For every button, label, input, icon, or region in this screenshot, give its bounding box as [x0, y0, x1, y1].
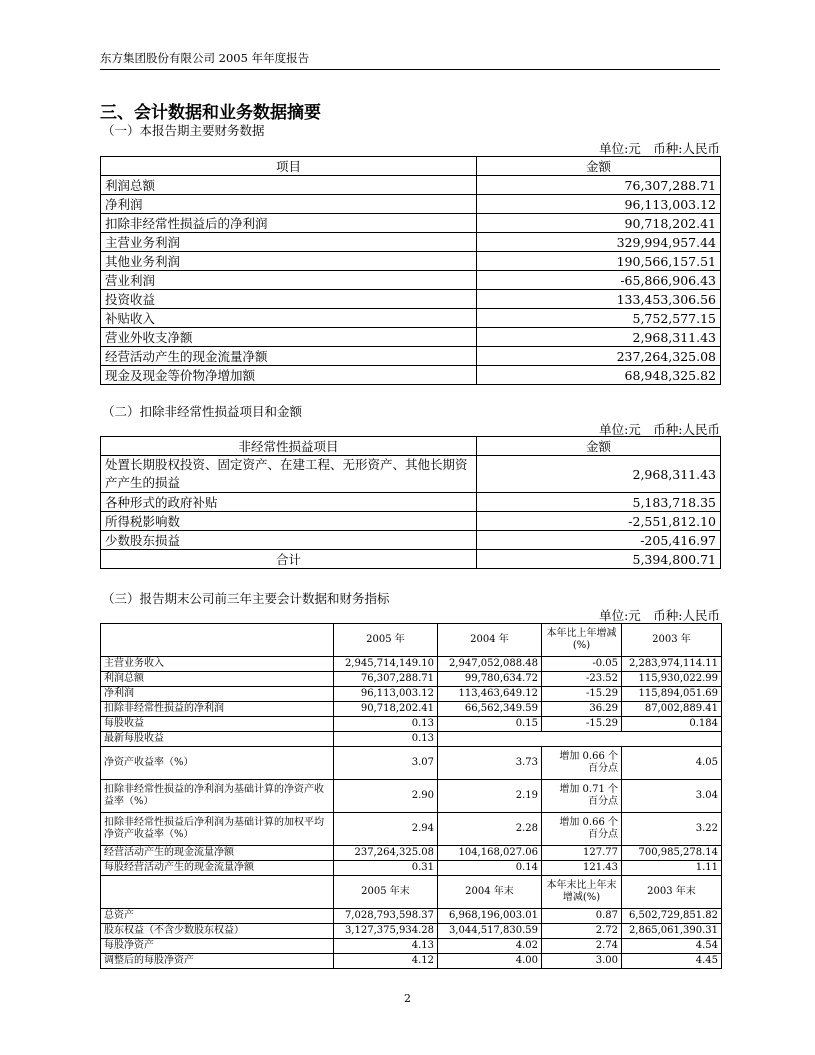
main-financial-table	[100, 156, 721, 385]
table-row	[101, 176, 721, 195]
table-row	[101, 732, 722, 747]
s2-unit: 单位:元 币种:人民币	[599, 422, 720, 437]
row-value: 76,307,288.71	[477, 176, 721, 195]
nonrecurring-table	[100, 436, 721, 569]
table-row	[101, 717, 722, 732]
column-header: 非经常性损益项目	[101, 437, 477, 456]
row-value: 4.45	[622, 954, 722, 969]
row-value: 329,994,957.44	[477, 233, 721, 252]
row-value: -15.29	[542, 687, 622, 702]
row-value: 2.19	[438, 780, 542, 813]
row-value: 增加 0.66 个百分点	[542, 813, 622, 846]
row-label: 经营活动产生的现金流量净额	[101, 846, 334, 861]
row-value: 2,283,974,114.11	[622, 657, 722, 672]
s3-unit: 单位:元 币种:人民币	[599, 608, 720, 623]
row-value: 0.13	[334, 732, 438, 747]
table-row	[101, 309, 721, 328]
column-header: 2003 年	[622, 624, 722, 657]
row-label: 投资收益	[101, 290, 477, 309]
table-row	[101, 456, 721, 493]
row-value: 113,463,649.12	[438, 687, 542, 702]
row-value: 2.90	[334, 780, 438, 813]
table-row	[101, 672, 722, 687]
row-value: 2.94	[334, 813, 438, 846]
row-value: 237,264,325.08	[477, 347, 721, 366]
row-value: 5,183,718.35	[477, 493, 721, 512]
total-value: 5,394,800.71	[477, 550, 721, 569]
column-header: 金额	[477, 437, 721, 456]
row-value: 115,930,022.99	[622, 672, 722, 687]
row-label: 现金及现金等价物净增加额	[101, 366, 477, 385]
row-label: 扣除非经常性损益的净利润为基础计算的净资产收益率（%）	[101, 780, 334, 813]
row-value: 190,566,157.51	[477, 252, 721, 271]
row-value: 90,718,202.41	[334, 702, 438, 717]
row-value: 2,968,311.43	[477, 328, 721, 347]
table-header-row	[101, 624, 722, 657]
table-row	[101, 328, 721, 347]
column-header	[101, 624, 334, 657]
page-header: 东方集团股份有限公司 2005 年年度报告	[100, 50, 720, 70]
table-header-row	[101, 437, 721, 456]
table-row	[101, 861, 722, 876]
row-label: 扣除非经常性损益后净利润为基础计算的加权平均净资产收益率（%）	[101, 813, 334, 846]
row-value: 5,752,577.15	[477, 309, 721, 328]
table-row	[101, 939, 722, 954]
row-value: 增加 0.66 个百分点	[542, 747, 622, 780]
row-label: 调整后的每股净资产	[101, 954, 334, 969]
table-row	[101, 290, 721, 309]
row-label: 营业利润	[101, 271, 477, 290]
row-label: 主营业务利润	[101, 233, 477, 252]
table-row	[101, 550, 721, 569]
row-value: 4.02	[438, 939, 542, 954]
table-row	[101, 347, 721, 366]
table-row	[101, 747, 722, 780]
table-row	[101, 846, 722, 861]
row-value: 3.73	[438, 747, 542, 780]
row-value: 76,307,288.71	[334, 672, 438, 687]
row-value: 87,002,889.41	[622, 702, 722, 717]
s1-unit: 单位:元 币种:人民币	[599, 141, 720, 156]
row-value: 4.05	[622, 747, 722, 780]
column-header: 本年比上年增减(%)	[542, 624, 622, 657]
s3-title: （三）报告期末公司前三年主要会计数据和财务指标	[102, 591, 390, 606]
row-value: -15.29	[542, 717, 622, 732]
s2-title: （二）扣除非经常性损益项目和金额	[102, 404, 303, 419]
row-label: 各种形式的政府补贴	[101, 493, 477, 512]
row-value: 2,968,311.43	[477, 456, 721, 493]
row-label: 扣除非经常性损益的净利润	[101, 702, 334, 717]
row-value: 127.77	[542, 846, 622, 861]
row-value: 90,718,202.41	[477, 214, 721, 233]
table-row	[101, 657, 722, 672]
table-row	[101, 512, 721, 531]
row-value: 96,113,003.12	[334, 687, 438, 702]
row-value: 2.72	[542, 924, 622, 939]
row-value: 104,168,027.06	[438, 846, 542, 861]
row-label: 主营业务收入	[101, 657, 334, 672]
row-value: 2,947,052,088.48	[438, 657, 542, 672]
table-row	[101, 924, 722, 939]
row-value: -0.05	[542, 657, 622, 672]
row-value: 3,127,375,934.28	[334, 924, 438, 939]
column-header: 2004 年	[438, 624, 542, 657]
column-header: 2005 年	[334, 624, 438, 657]
row-label: 最新每股收益	[101, 732, 334, 747]
row-value: -205,416.97	[477, 531, 721, 550]
row-label: 每股经营活动产生的现金流量净额	[101, 861, 334, 876]
row-label: 净利润	[101, 687, 334, 702]
table-header-row	[101, 157, 721, 176]
table-row	[101, 687, 722, 702]
total-label: 合计	[101, 550, 477, 569]
row-value: 237,264,325.08	[334, 846, 438, 861]
row-value: 121.43	[542, 861, 622, 876]
row-value: -23.52	[542, 672, 622, 687]
empty-cell	[438, 732, 722, 747]
column-header: 本年末比上年末增减(%)	[542, 876, 622, 909]
table-row	[101, 780, 722, 813]
row-value: 96,113,003.12	[477, 195, 721, 214]
row-label: 每股净资产	[101, 939, 334, 954]
row-label: 少数股东损益	[101, 531, 477, 550]
row-label: 其他业务利润	[101, 252, 477, 271]
row-label: 总资产	[101, 909, 334, 924]
row-value: 3.22	[622, 813, 722, 846]
table-row	[101, 909, 722, 924]
row-value: 0.14	[438, 861, 542, 876]
row-label: 补贴收入	[101, 309, 477, 328]
row-value: 0.184	[622, 717, 722, 732]
row-label: 扣除非经常性损益后的净利润	[101, 214, 477, 233]
table-row	[101, 813, 722, 846]
row-label: 利润总额	[101, 672, 334, 687]
row-value: 68,948,325.82	[477, 366, 721, 385]
row-label: 股东权益（不含少数股东权益）	[101, 924, 334, 939]
row-value: 700,985,278.14	[622, 846, 722, 861]
row-value: -2,551,812.10	[477, 512, 721, 531]
row-value: 133,453,306.56	[477, 290, 721, 309]
row-value: 115,894,051.69	[622, 687, 722, 702]
table-row	[101, 233, 721, 252]
row-label: 经营活动产生的现金流量净额	[101, 347, 477, 366]
row-value: 2,865,061,390.31	[622, 924, 722, 939]
row-label: 营业外收支净额	[101, 328, 477, 347]
row-value: 增加 0.71 个百分点	[542, 780, 622, 813]
table-row	[101, 702, 722, 717]
table-row	[101, 214, 721, 233]
row-value: 0.31	[334, 861, 438, 876]
row-value: 3.04	[622, 780, 722, 813]
three-year-table	[100, 623, 722, 969]
row-label: 利润总额	[101, 176, 477, 195]
column-header: 2003 年末	[622, 876, 722, 909]
row-value: 7,028,793,598.37	[334, 909, 438, 924]
table-row	[101, 531, 721, 550]
row-value: 2.74	[542, 939, 622, 954]
row-value: 6,968,196,003.01	[438, 909, 542, 924]
row-value: 4.00	[438, 954, 542, 969]
column-header: 2005 年末	[334, 876, 438, 909]
table-row	[101, 493, 721, 512]
table-header-row	[101, 876, 722, 909]
row-value: 3.07	[334, 747, 438, 780]
table-row	[101, 271, 721, 290]
page-number: 2	[404, 992, 411, 1005]
section-title: 三、会计数据和业务数据摘要	[100, 103, 321, 123]
row-value: 36.29	[542, 702, 622, 717]
table-row	[101, 252, 721, 271]
s1-title: （一）本报告期主要财务数据	[102, 123, 265, 138]
column-header: 2004 年末	[438, 876, 542, 909]
row-value: -65,866,906.43	[477, 271, 721, 290]
row-value: 2,945,714,149.10	[334, 657, 438, 672]
row-value: 0.13	[334, 717, 438, 732]
row-label: 净利润	[101, 195, 477, 214]
row-label: 处置长期股权投资、固定资产、在建工程、无形资产、其他长期资产产生的损益	[101, 456, 477, 493]
row-value: 4.12	[334, 954, 438, 969]
row-label: 净资产收益率（%）	[101, 747, 334, 780]
row-label: 所得税影响数	[101, 512, 477, 531]
row-value: 3,044,517,830.59	[438, 924, 542, 939]
row-value: 1.11	[622, 861, 722, 876]
table-row	[101, 195, 721, 214]
row-value: 0.15	[438, 717, 542, 732]
row-value: 6,502,729,851.82	[622, 909, 722, 924]
table-row	[101, 954, 722, 969]
table-row	[101, 366, 721, 385]
row-value: 3.00	[542, 954, 622, 969]
row-value: 4.54	[622, 939, 722, 954]
column-header: 项目	[101, 157, 477, 176]
row-label: 每股收益	[101, 717, 334, 732]
column-header	[101, 876, 334, 909]
row-value: 66,562,349.59	[438, 702, 542, 717]
row-value: 99,780,634.72	[438, 672, 542, 687]
row-value: 0.87	[542, 909, 622, 924]
column-header: 金额	[477, 157, 721, 176]
row-value: 2.28	[438, 813, 542, 846]
row-value: 4.13	[334, 939, 438, 954]
